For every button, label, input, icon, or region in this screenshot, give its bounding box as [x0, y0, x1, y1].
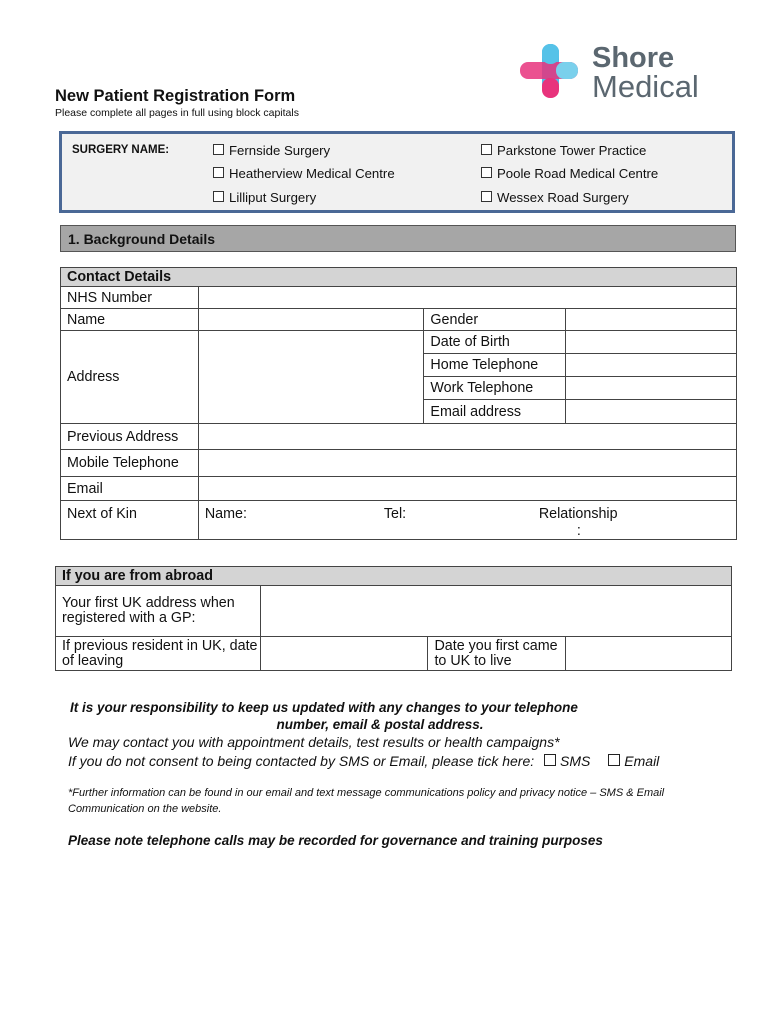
page-subtitle: Please complete all pages in full using block capitals — [55, 107, 299, 119]
contact-consent-note — [68, 733, 659, 771]
cross-logo-icon — [518, 42, 588, 104]
responsibility-note — [70, 699, 690, 733]
dob-field[interactable] — [566, 331, 737, 354]
gender-label: Gender — [424, 309, 566, 331]
sms-label: SMS — [560, 753, 591, 769]
abroad-table — [55, 566, 732, 671]
first-uk-address-field[interactable] — [260, 586, 731, 637]
surgery-option-heatherview[interactable]: Heatherview Medical Centre — [213, 166, 395, 181]
logo-medical-text: Medical — [592, 69, 699, 104]
surgery-option-parkstone[interactable]: Parkstone Tower Practice — [481, 143, 646, 158]
responsibility-line-1: It is your responsibility to keep us updated with any changes to your telephone — [70, 700, 578, 715]
section-background-details: 1. Background Details — [60, 225, 736, 252]
checkbox-icon[interactable] — [481, 144, 492, 155]
surgery-name-box — [59, 131, 735, 213]
mobile-telephone-label: Mobile Telephone — [61, 450, 199, 477]
address-label: Address — [61, 331, 199, 424]
email-consent-label: Email — [624, 753, 660, 769]
date-first-came-field[interactable] — [566, 637, 732, 671]
nok-name-label: Name: — [204, 506, 247, 522]
nok-tel-label: Tel: — [383, 506, 407, 522]
contact-details-table — [60, 267, 737, 540]
surgery-option-wessex[interactable]: Wessex Road Surgery — [481, 190, 629, 205]
email-field[interactable] — [198, 477, 736, 501]
responsibility-line-2: number, email & postal address. — [276, 717, 484, 732]
work-telephone-field[interactable] — [566, 377, 737, 400]
further-info-note: *Further information can be found in our email and text message communications policy and privacy notice – SMS & Email Communication on the website. — [68, 787, 665, 815]
email-checkbox-icon[interactable] — [608, 754, 620, 766]
gender-field[interactable] — [566, 309, 737, 331]
mobile-telephone-field[interactable] — [198, 450, 736, 477]
nhs-number-field[interactable] — [198, 287, 736, 309]
surgery-label: SURGERY NAME: — [72, 144, 170, 156]
name-field[interactable] — [198, 309, 424, 331]
dob-label: Date of Birth — [424, 331, 566, 354]
sms-checkbox-icon[interactable] — [544, 754, 556, 766]
logo-shore-text: Shore — [592, 42, 675, 74]
surgery-option-lilliput[interactable]: Lilliput Surgery — [213, 190, 316, 205]
email-address-field[interactable] — [566, 400, 737, 424]
name-label: Name — [61, 309, 199, 331]
shore-medical-logo — [518, 42, 718, 104]
email-address-label: Email address — [424, 400, 566, 424]
home-telephone-label: Home Telephone — [424, 354, 566, 377]
surgery-option-poole-road[interactable]: Poole Road Medical Centre — [481, 166, 658, 181]
address-field[interactable] — [198, 331, 424, 424]
home-telephone-field[interactable] — [566, 354, 737, 377]
checkbox-icon[interactable] — [481, 191, 492, 202]
nhs-number-label: NHS Number — [61, 287, 199, 309]
date-of-leaving-label: If previous resident in UK, date of leaving — [56, 637, 261, 671]
checkbox-icon[interactable] — [213, 191, 224, 202]
contact-details-header: Contact Details — [61, 268, 737, 287]
checkbox-icon[interactable] — [213, 144, 224, 155]
previous-address-field[interactable] — [198, 424, 736, 450]
nok-colon: : — [576, 523, 581, 539]
consent-line: If you do not consent to being contacted by SMS or Email, please tick here: SMS Email — [68, 753, 660, 769]
date-of-leaving-field[interactable] — [260, 637, 428, 671]
surgery-option-fernside[interactable]: Fernside Surgery — [213, 143, 330, 158]
checkbox-icon[interactable] — [213, 167, 224, 178]
date-first-came-label: Date you first came to UK to live — [428, 637, 566, 671]
previous-address-label: Previous Address — [61, 424, 199, 450]
page-title: New Patient Registration Form — [55, 87, 296, 105]
recorded-calls-note: Please note telephone calls may be recorded for governance and training purposes — [68, 833, 603, 848]
email-label: Email — [61, 477, 199, 501]
checkbox-icon[interactable] — [481, 167, 492, 178]
first-uk-address-label: Your first UK address when registered with a GP: — [56, 586, 261, 637]
abroad-header: If you are from abroad — [56, 567, 732, 586]
next-of-kin-field[interactable] — [198, 501, 736, 540]
nok-relationship-label: Relationship — [538, 506, 618, 522]
contact-line: We may contact you with appointment details, test results or health campaigns* — [68, 734, 560, 750]
work-telephone-label: Work Telephone — [424, 377, 566, 400]
next-of-kin-label: Next of Kin — [61, 501, 199, 540]
